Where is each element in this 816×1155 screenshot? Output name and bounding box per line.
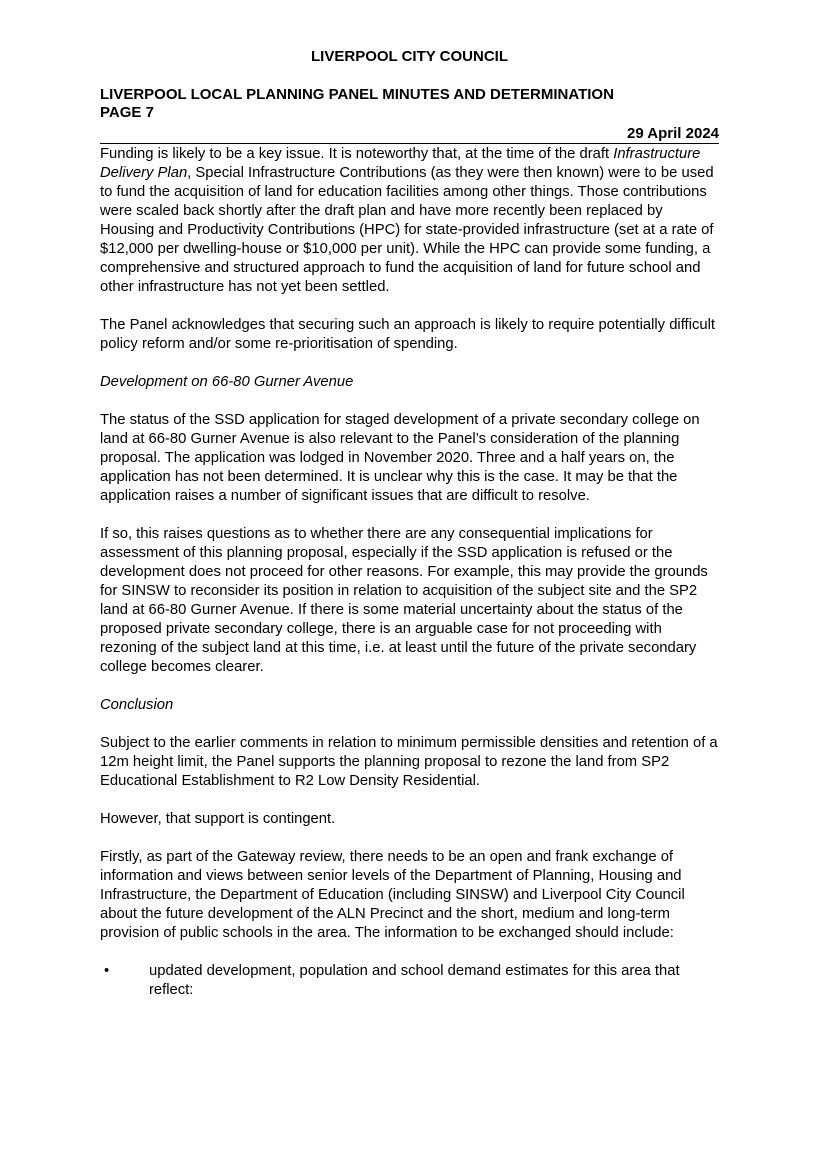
council-name: LIVERPOOL CITY COUNCIL (311, 48, 508, 65)
document-page (100, 48, 719, 1000)
paragraph-funding (100, 145, 719, 297)
paragraph-implications: If so, this raises questions as to whether there are any consequential implications for assessment of this planning proposal, especially if the SSD application is refused or the development does not proceed for other reasons. For example, this may provide the grounds for SINSW to reconsider its position in relation to acquisition of the subject site and the SP2 land at 66-80 Gurner Avenue. If there is some material uncertainty about the status of the proposed private secondary college, there is an arguable case for not proceeding with rezoning of the subject land at this time, i.e. at least until the future of the private secondary college becomes clearer. (100, 526, 708, 675)
heading-development-gurner-avenue: Development on 66-80 Gurner Avenue (100, 374, 354, 390)
information-list (100, 962, 719, 1000)
heading-conclusion: Conclusion (100, 697, 174, 713)
paragraph-funding-part2: , Special Infrastructure Contributions (as they were then known) were to be used to fund the acquisition of land for education facilities among other things. Those contributions were scaled back shortly after the draft plan and have more recently been replaced by Housing and Productivity Contributions (HPC) for state-provided infrastructure (set at a rate of $12,000 per dwelling-house or $10,000 per unit). While the HPC can provide some funding, a comprehensive and structured approach to fund the acquisition of land for future school and other infrastructure has not yet been settled. (100, 165, 714, 295)
list-item (100, 962, 719, 1000)
infrastructure-delivery-plan-title: Infrastructure Delivery Plan (100, 146, 701, 181)
paragraph-gateway-review: Firstly, as part of the Gateway review, there needs to be an open and frank exchange of information and views between senior levels of the Department of Planning, Housing and Infrastructure, the Department of Education (including SINSW) and Liverpool City Council about the future development of the ALN Precinct and the short, medium and long-term provision of public schools in the area. The information to be exchanged should include: (100, 849, 685, 941)
list-item-text: updated development, population and school demand estimates for this area that reflect: (149, 963, 680, 998)
meeting-date: 29 April 2024 (100, 125, 719, 144)
paragraph-support: Subject to the earlier comments in relation to minimum permissible densities and retention of a 12m height limit, the Panel supports the planning proposal to rezone the land from SP2 Educational Establishment to R2 Low Density Residential. (100, 735, 718, 789)
page-number: PAGE 7 (100, 104, 154, 121)
panel-minutes-title (100, 86, 719, 122)
paragraph-ssd-status: The status of the SSD application for staged development of a private secondary college on land at 66-80 Gurner Avenue is also relevant to the Panel’s consideration of the planning proposal. The application was lodged in November 2020. Three and a half years on, the application has not been determined. It is unclear why this is the case. It may be that the application raises a number of significant issues that are difficult to resolve. (100, 412, 700, 504)
bullet-glyph: • (104, 963, 110, 979)
paragraph-contingent: However, that support is contingent. (100, 811, 336, 827)
paragraph-funding-part1: Funding is likely to be a key issue. It is noteworthy that, at the time of the draft (100, 146, 614, 162)
panel-minutes-title-line1: LIVERPOOL LOCAL PLANNING PANEL MINUTES AND DETERMINATION (100, 86, 614, 103)
paragraph-policy-reform: The Panel acknowledges that securing such an approach is likely to require potentially difficult policy reform and/or some re-prioritisation of spending. (100, 317, 715, 352)
